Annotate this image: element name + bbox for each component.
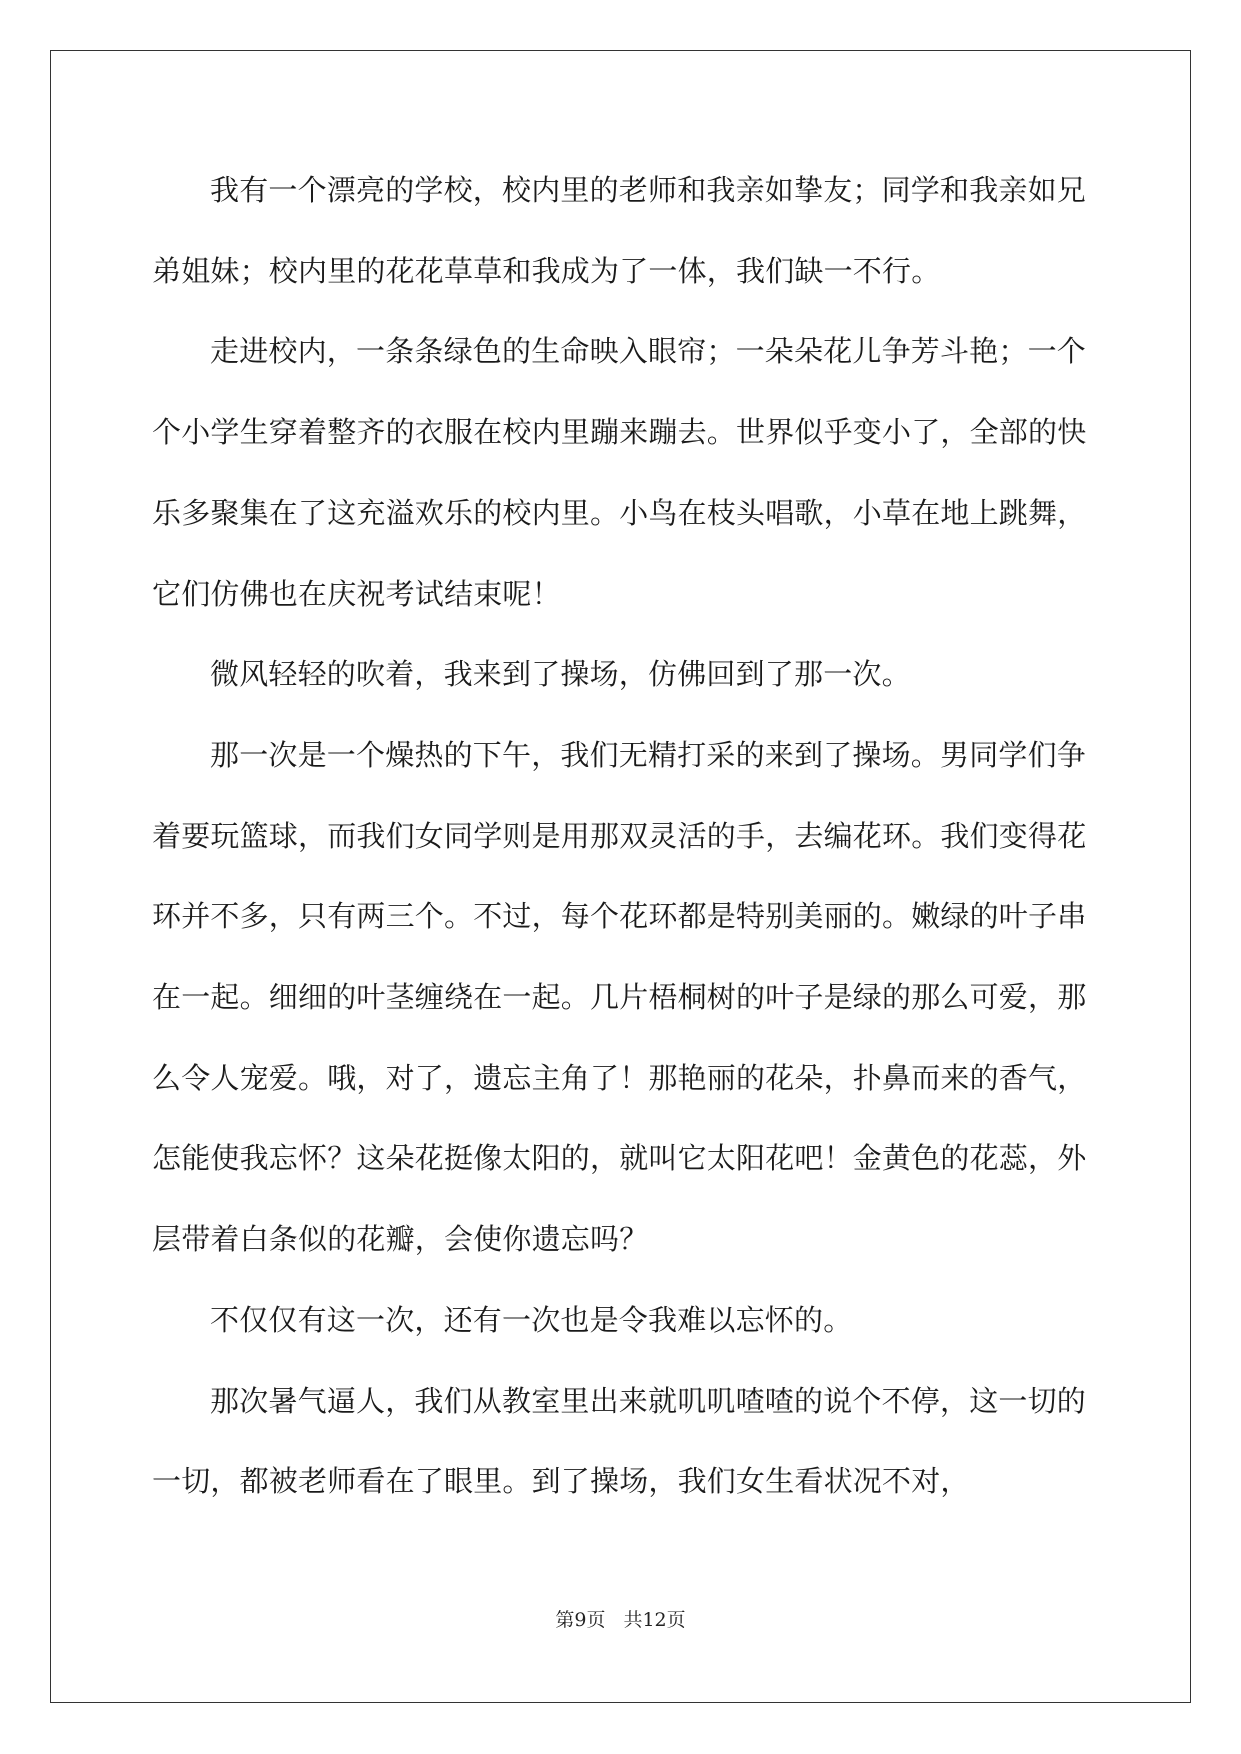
paragraph: 不仅仅有这一次，还有一次也是令我难以忘怀的。 (210, 1302, 853, 1337)
paragraph: 微风轻轻的吹着，我来到了操场，仿佛回到了那一次。 (210, 657, 911, 692)
page-total: 共12页 (623, 1609, 686, 1631)
document-body (152, 150, 1092, 1522)
page-number: 第9页 (555, 1609, 606, 1631)
paragraph: 走进校内，一条条绿色的生命映入眼帘；一朵朵花儿争芳斗艳；一个个小学生穿着整齐的衣服在校内里蹦来蹦去。世界似乎变小了，全部的快乐多聚集在了这充溢欢乐的校内里。小鸟在枝头唱歌，小草在地上跳舞，它们仿佛也在庆祝考试结束呢！ (152, 334, 1087, 611)
paragraph: 我有一个漂亮的学校，校内里的老师和我亲如挚友；同学和我亲如兄弟姐妹；校内里的花花草草和我成为了一体，我们缺一不行。 (152, 173, 1087, 288)
page-footer (0, 1608, 1241, 1632)
paragraph: 那一次是一个燥热的下午，我们无精打采的来到了操场。男同学们争着要玩篮球，而我们女同学则是用那双灵活的手，去编花环。我们变得花环并不多，只有两三个。不过，每个花环都是特别美丽的。嫩绿的叶子串在一起。细细的叶茎缠绕在一起。几片梧桐树的叶子是绿的那么可爱，那么令人宠爱。哦，对了，遗忘主角了！那艳丽的花朵，扑鼻而来的香气，怎能使我忘怀？这朵花挺像太阳的，就叫它太阳花吧！金黄色的花蕊，外层带着白条似的花瓣，会使你遗忘吗？ (152, 737, 1087, 1257)
paragraph: 那次暑气逼人，我们从教室里出来就叽叽喳喳的说个不停，这一切的一切，都被老师看在了眼里。到了操场，我们女生看状况不对， (152, 1383, 1087, 1499)
